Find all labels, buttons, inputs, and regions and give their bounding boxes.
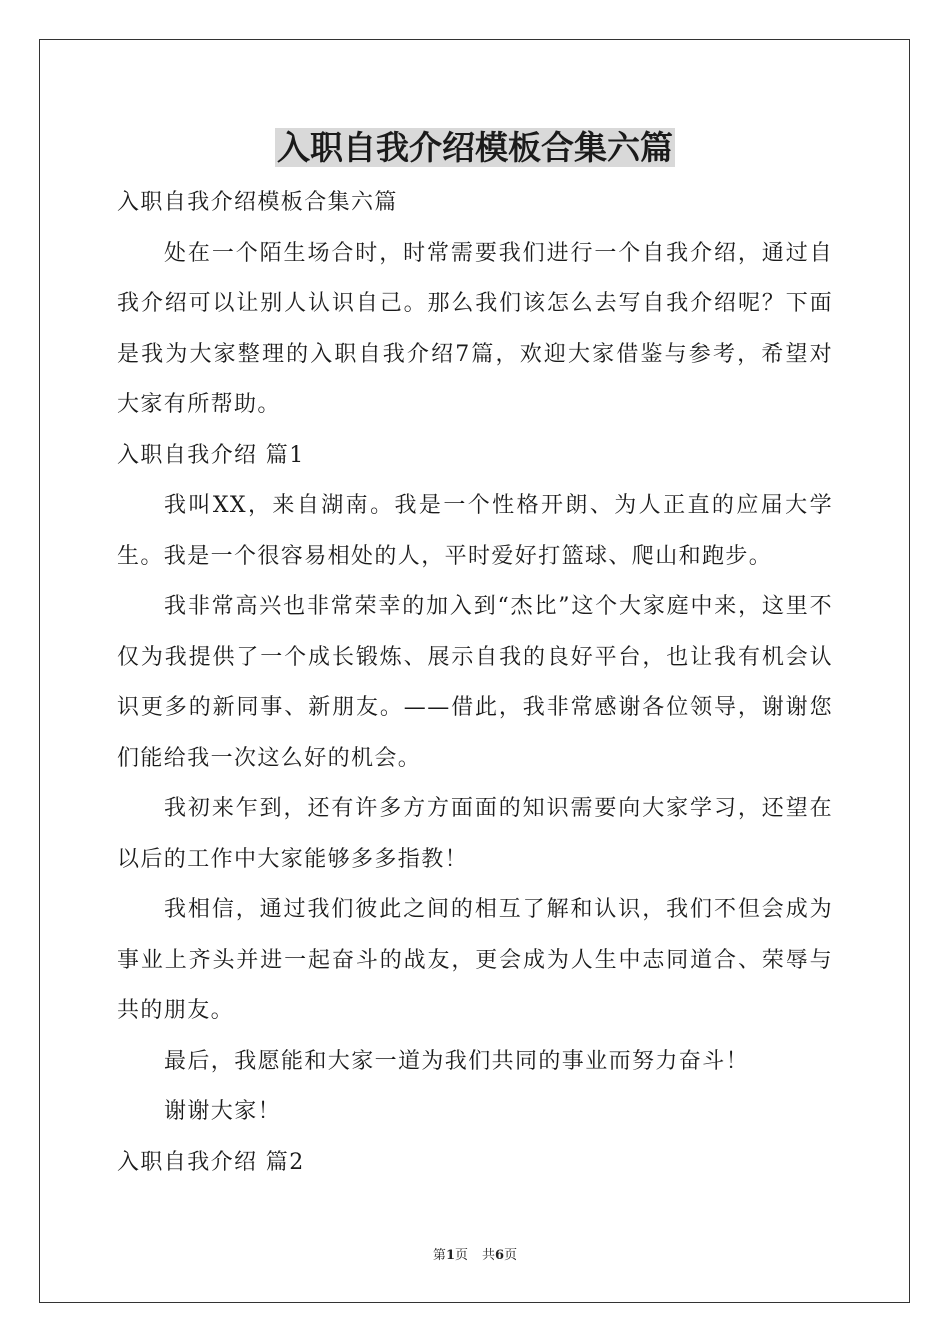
section-heading-2: 入职自我介绍 篇2 <box>117 1149 305 1175</box>
paragraph: 我非常高兴也非常荣幸的加入到“杰比”这个大家庭中来，这里不仅为我提供了一个成长锻炼、展示自我的良好平台，也让我有机会认识更多的新同事、新朋友。——借此，我非常感谢各位领导，谢谢您们能给我一次这么好的机会。 <box>117 594 833 771</box>
paragraph: 我叫XX，来自湖南。我是一个性格开朗、为人正直的应届大学生。我是一个很容易相处的人，平时爱好打篮球、爬山和跑步。 <box>117 493 833 569</box>
document-body <box>117 178 833 1188</box>
page-prefix: 第 <box>432 1248 446 1263</box>
section-heading-1: 入职自我介绍 篇1 <box>117 442 305 468</box>
paragraph: 最后，我愿能和大家一道为我们共同的事业而努力奋斗！ <box>164 1048 750 1074</box>
paragraph-subtitle: 入职自我介绍模板合集六篇 <box>117 190 398 215</box>
page-current: 1 <box>445 1248 455 1263</box>
paragraph: 我初来乍到，还有许多方方面面的知识需要向大家学习，还望在以后的工作中大家能够多多指教！ <box>117 796 833 872</box>
paragraph-intro: 处在一个陌生场合时，时常需要我们进行一个自我介绍，通过自我介绍可以让别人认识自己。那么我们该怎么去写自我介绍呢？下面是我为大家整理的入职自我介绍7篇，欢迎大家借鉴与参考，希望对大家有所帮助。 <box>117 240 833 417</box>
total-prefix: 共 <box>482 1248 496 1263</box>
total-suffix: 页 <box>504 1248 518 1263</box>
document-title-text: 入职自我介绍模板合集六篇 <box>277 128 673 167</box>
paragraph: 谢谢大家！ <box>164 1099 282 1124</box>
page-suffix: 页 <box>454 1248 468 1263</box>
page-footer <box>0 1247 950 1265</box>
page-total: 6 <box>495 1248 505 1263</box>
paragraph: 我相信，通过我们彼此之间的相互了解和认识，我们不但会成为事业上齐头并进一起奋斗的战友，更会成为人生中志同道合、荣辱与共的朋友。 <box>117 897 833 1023</box>
document-title <box>0 126 950 170</box>
